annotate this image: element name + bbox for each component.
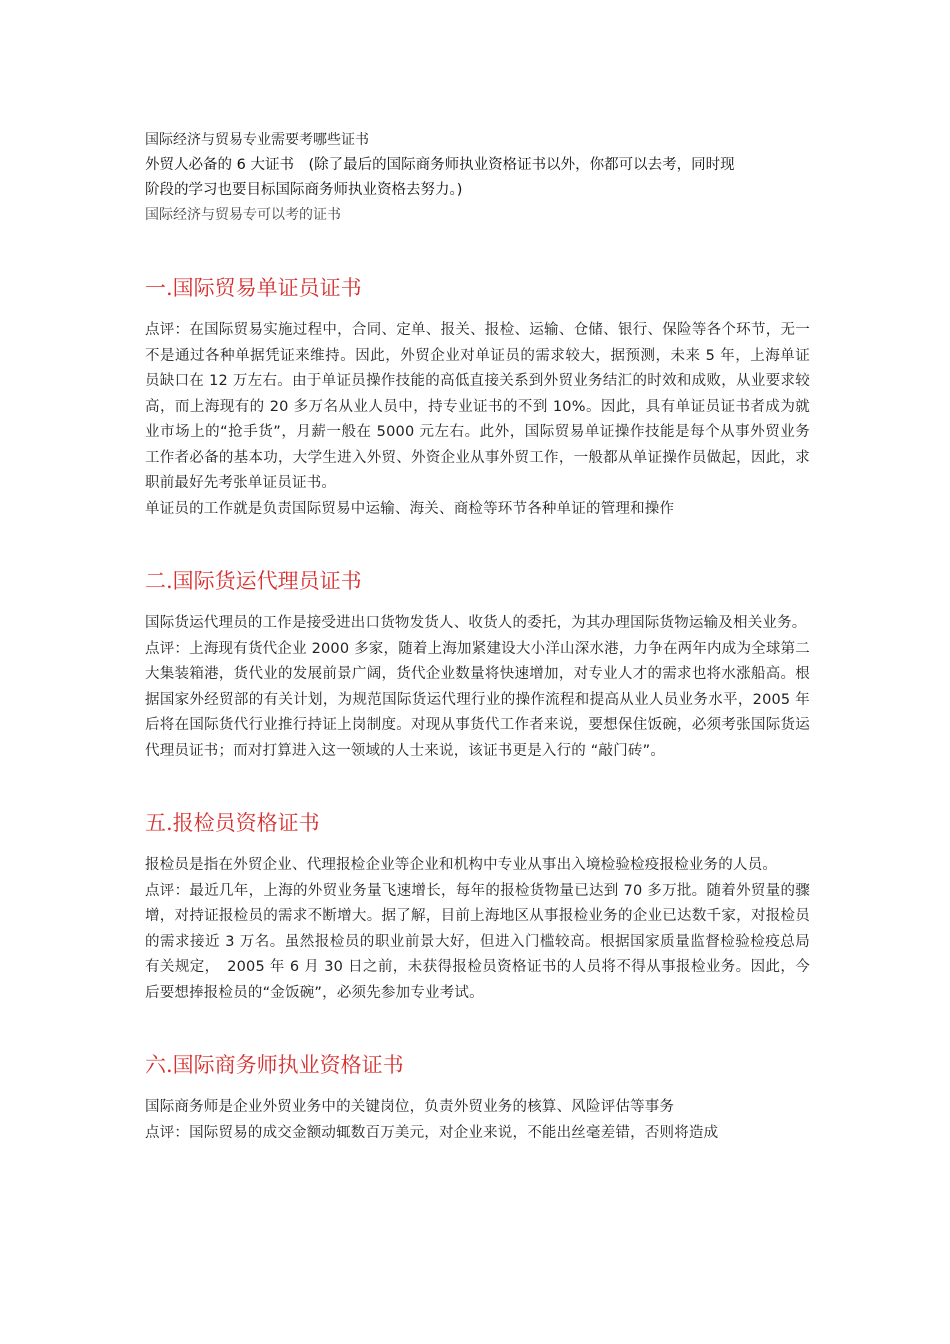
document-title: 国际经济与贸易专业需要考哪些证书: [145, 132, 369, 148]
document-page: [145, 128, 810, 1146]
section-paragraph: 单证员的工作就是负责国际贸易中运输、海关、商检等环节各种单证的管理和操作: [145, 500, 675, 517]
section-heading: 六.国际商务师执业资格证书: [145, 1053, 404, 1077]
section-paragraph: 点评：在国际贸易实施过程中，合同、定单、报关、报检、运输、仓储、银行、保险等各个环节，无一不是通过各种单据凭证来维持。因此，外贸企业对单证员的需求较大，据预测，未来 5 年，上海单证员缺口在 12 万左右。由于单证员操作技能的高低直接关系到外贸业务结汇的时效和成败，从业要求较高，而上海现有的 20 多万名从业人员中，持专业证书的不到 10%。因此，具有单证员证书者成为就业市场上的“抢手货”，月薪一般在 5000 元左右。此外，国际贸易单证操作技能是每个从事外贸业务工作者必备的基本功，大学生进入外贸、外资企业从事外贸工作，一般都从单证操作员做起，因此，求职前最好先考张单证员证书。: [145, 322, 810, 491]
section-paragraph: 点评：上海现有货代企业 2000 多家，随着上海加紧建设大小洋山深水港，力争在两年内成为全球第二大集装箱港，货代业的发展前景广阔，货代企业数量将快速增加，对专业人才的需求也将水涨船高。根据国家外经贸部的有关计划，为规范国际货运代理行业的操作流程和提高从业人员业务水平，2005 年后将在国际货代行业推行持证上岗制度。对现从事货代工作者来说，要想保住饭碗，必须考张国际货运代理员证书；而对打算进入这一领域的人士来说，该证书更是入行的 “敲门砖”。: [145, 640, 810, 759]
section-paragraph: 国际商务师是企业外贸业务中的关键岗位，负责外贸业务的核算、风险评估等事务: [145, 1099, 675, 1115]
section-paragraph: 点评：最近几年，上海的外贸业务量飞速增长，每年的报检货物量已达到 70 多万批。随着外贸量的骤增，对持证报检员的需求不断增大。据了解，目前上海地区从事报检业务的企业已达数千家，对报检员的需求接近 3 万名。虽然报检员的职业前景大好，但进入门槛较高。根据国家质量监督检验检疫总局有关规定， 2005 年 6 月 30 日之前，未获得报检员资格证书的人员将不得从事报检业务。因此，今后要想捧报检员的“金饭碗”，必须先参加专业考试。: [145, 882, 810, 1001]
section-business-practitioner: [145, 1051, 810, 1146]
section-paragraph: 国际货运代理员的工作是接受进出口货物发货人、收货人的委托，为其办理国际货物运输及相关业务。: [145, 615, 807, 631]
section-inspection-declarant: [145, 809, 810, 1006]
section-freight-forwarding: [145, 567, 810, 764]
section-heading: 一.国际贸易单证员证书: [145, 276, 362, 300]
section-paragraph: 点评：国际贸易的成交金额动辄数百万美元，对企业来说，不能出丝毫差错，否则将造成: [145, 1124, 719, 1141]
section-heading: 二.国际货运代理员证书: [145, 569, 362, 593]
intro-line-continued: 阶段的学习也要目标国际商务师执业资格去努力。): [145, 182, 463, 198]
intro-line: 外贸人必备的 6 大证书 (除了最后的国际商务师执业资格证书以外，你都可以去考，同时现: [145, 157, 735, 173]
section-paragraph: 报检员是指在外贸企业、代理报检企业等企业和机构中专业从事出入境检验检疫报检业务的人员。: [145, 857, 778, 873]
document-subtitle: 国际经济与贸易专可以考的证书: [145, 207, 341, 223]
section-trade-documents: [145, 274, 810, 522]
section-heading: 五.报检员资格证书: [145, 811, 320, 835]
